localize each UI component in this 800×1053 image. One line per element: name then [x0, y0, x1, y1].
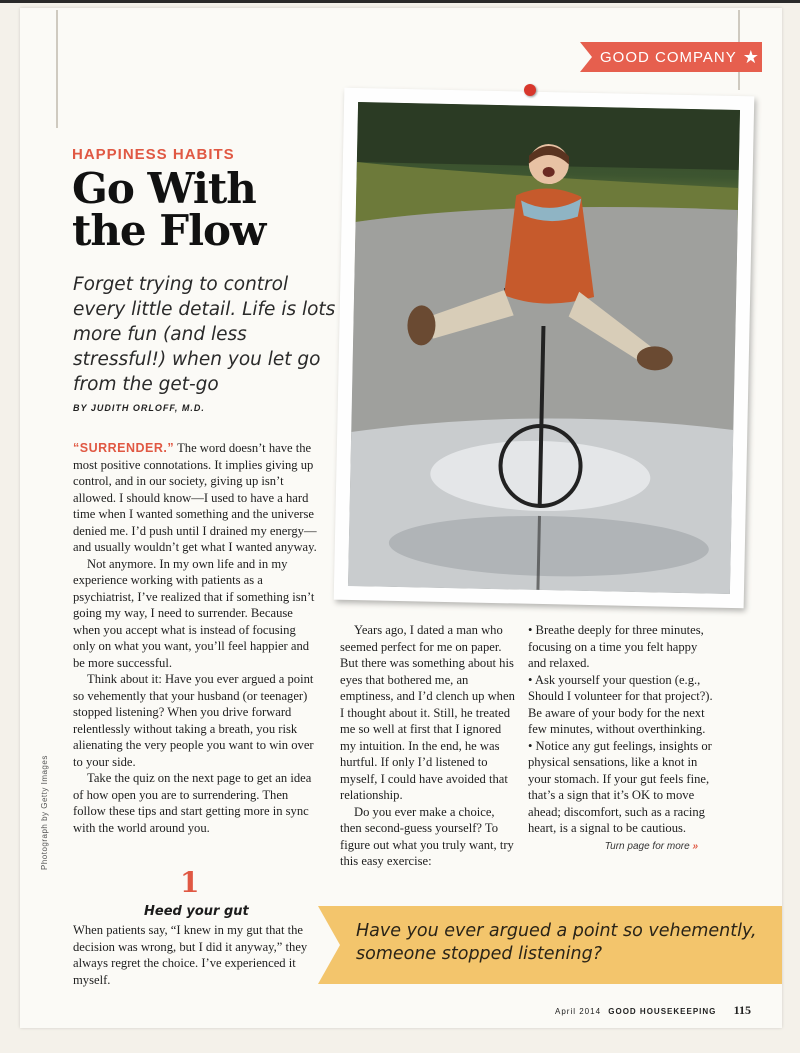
double-chevron-right-icon: »	[692, 840, 698, 852]
paragraph: Not anymore. In my own life and in my experience working with patients as a psychiatrist, I’ve realized that if something isn’t going my way, I need to surrender. Because when you accept what is instead of focusing only on what you want, you’ll feel happier and be more successful.	[73, 556, 315, 670]
bullet-item: • Breathe deeply for three minutes, focusing on a time you felt happy and relaxed.	[528, 623, 704, 670]
paragraph: When patients say, “I knew in my gut that the decision was wrong, but I did it anyway,” they always regret the choice. I’ve experienced it myself.	[73, 923, 308, 987]
page-footer	[555, 1003, 751, 1018]
paragraph	[73, 440, 321, 556]
section-banner	[580, 42, 762, 72]
push-pin-icon	[524, 84, 536, 96]
title-line-1: Go With	[72, 164, 256, 213]
article-byline: BY JUDITH ORLOFF, M.D.	[73, 403, 205, 413]
magazine-name: GOOD HOUSEKEEPING	[608, 1007, 717, 1016]
pull-quote-text: Have you ever argued a point so vehemently, someone stopped listening?	[356, 921, 757, 964]
article-title	[72, 164, 332, 255]
photo-illustration	[348, 102, 740, 594]
issue-date: April 2014	[555, 1007, 602, 1016]
lead-word: “SURRENDER.”	[73, 441, 175, 455]
paragraph: Think about it: Have you ever argued a point so vehemently that your husband (or teenager) stopped listening? When you drive forward relentlessly without taking a breath, you risk alienating the very people you want to win over to your side.	[73, 672, 314, 769]
article-photo	[348, 102, 740, 594]
bullet-item: • Notice any gut feelings, insights or physical sensations, like a knot in your stomach. If your gut feels fine, that’s a sign that it’s OK to move ahead; discomfort, such as a racing heart, is a signal to be cautious.	[528, 738, 712, 835]
photo-frame	[334, 88, 755, 608]
page-number: 115	[733, 1003, 751, 1017]
photo-credit: Photograph by Getty Images	[40, 755, 49, 870]
paragraph: Take the quiz on the next page to get an idea of how open you are to surrendering. Then follow these tips and start getting more in sync with the world around you.	[73, 771, 312, 835]
turn-page-link[interactable]	[528, 839, 718, 856]
title-line-2: the Flow	[72, 206, 266, 255]
tip-heading: Heed your gut	[144, 904, 249, 919]
paragraph: Do you ever make a choice, then second-guess yourself? To figure out what you truly want, try this easy exercise:	[340, 804, 514, 868]
section-banner-label: GOOD COMPANY	[600, 48, 737, 66]
body-column-2	[340, 622, 516, 870]
tip-body	[73, 922, 323, 988]
body-column-1	[73, 440, 321, 836]
column-rule-left	[56, 10, 58, 128]
paragraph: Years ago, I dated a man who seemed perfect for me on paper. But there was something about his eyes that bothered me, an emptiness, and I’d clench up when I thought about it. Still, he treated me so well at first that I ignored my intuition. In the end, he was hurtful. If only I’d listened to myself, I could have avoided that relationship.	[340, 623, 515, 802]
tip-number: 1	[180, 866, 200, 899]
body-column-3	[528, 622, 718, 855]
paragraph-text: The word doesn’t have the most positive connotations. It implies giving up control, and in our society, giving up isn’t allowed. I should know—I used to have a hard time when I wanted something and the universe denied me. I’d push until I drained my energy—and usually wouldn’t get what I wanted anyway.	[73, 441, 317, 554]
star-icon: ★	[742, 46, 760, 67]
top-rule	[0, 0, 800, 3]
article-dek: Forget trying to control every little detail. Life is lots more fun (and less stressful!) when you let go from the get-go	[73, 274, 336, 395]
pull-quote	[318, 906, 782, 984]
turn-page-label: Turn page for more	[604, 840, 690, 852]
article-kicker: HAPPINESS HABITS	[72, 146, 235, 163]
bullet-item: • Ask yourself your question (e.g., Should I volunteer for that project?). Be aware of your body for the next few minutes, without overthinking.	[528, 672, 713, 736]
